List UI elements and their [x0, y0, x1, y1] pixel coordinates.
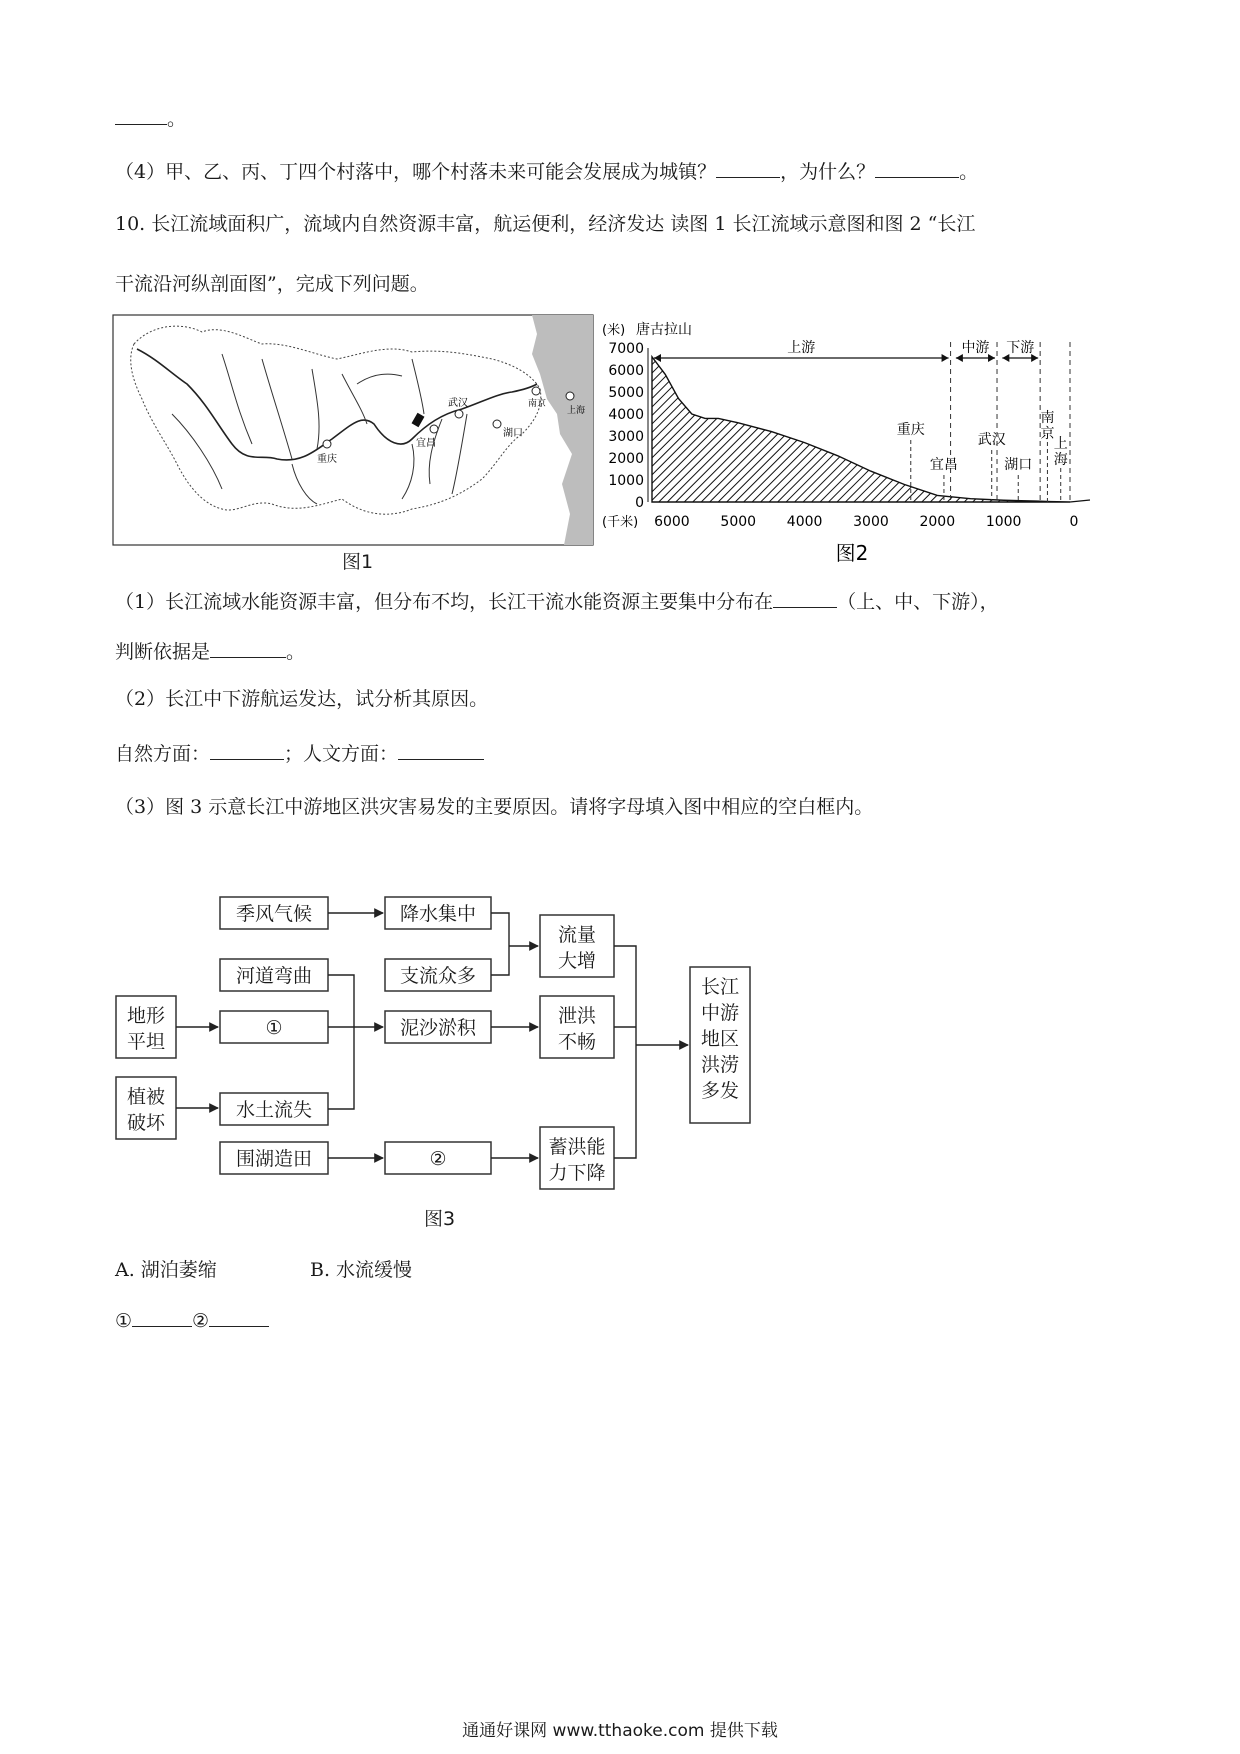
answer-blank[interactable]	[115, 104, 167, 125]
answer-blank[interactable]	[773, 587, 837, 608]
answer-blank-natural[interactable]	[210, 739, 284, 760]
arrow-head-right	[942, 354, 949, 362]
q10-intro-line1: 10. 长江流域面积广，流域内自然资源丰富，航运便利，经济发达 读图 1 长江流域示意图和图 2 “长江	[115, 213, 976, 235]
label-veg-2: 破坏	[126, 1112, 166, 1134]
figure-3-caption: 图3	[424, 1208, 456, 1230]
label-result-1: 长江	[700, 976, 740, 998]
section-label: 中游	[961, 340, 990, 356]
map-svg	[112, 314, 594, 548]
profile-area	[652, 357, 1070, 502]
y-tick-label: 7000	[608, 341, 644, 357]
figure-2-caption: 图2	[835, 541, 869, 565]
label-flow-1: 流量	[557, 924, 597, 946]
y-tick-label: 2000	[608, 451, 644, 467]
city-label-shanghai: 上海	[567, 406, 586, 416]
q10-1-line2: 判断依据是 。	[115, 637, 305, 665]
y-tick-label: 3000	[608, 429, 644, 445]
answer-blank[interactable]	[210, 637, 286, 658]
label-drain-1: 泄洪	[557, 1005, 597, 1027]
x-tick-label: 1000	[985, 514, 1022, 530]
label-drain-2: 不畅	[557, 1031, 597, 1053]
connector-rain-tributary	[491, 913, 509, 975]
x-tick-label: 6000	[654, 514, 690, 530]
label-terrain-2: 平坦	[126, 1031, 166, 1053]
figure-2-profile-chart	[600, 314, 1120, 566]
y-tick-label: 0	[635, 495, 644, 511]
city-label-bottom: 京	[1040, 426, 1055, 442]
label-storage-1: 蓄洪能	[548, 1136, 606, 1158]
city-marker-shanghai	[566, 392, 574, 400]
section-label: 下游	[1006, 340, 1035, 356]
answer-line: ① ②	[115, 1306, 269, 1334]
label-result-5: 多发	[700, 1080, 740, 1102]
source-label: 唐古拉山	[636, 322, 692, 338]
city-label: 宜昌	[929, 457, 958, 473]
label-monsoon: 季风气候	[235, 903, 313, 925]
city-label-hukou: 湖口	[503, 428, 523, 439]
page-footer: 通通好课网 www.tthaoke.com 提供下载	[462, 1721, 778, 1741]
answer-blank[interactable]	[716, 157, 780, 178]
label-blank1: ①	[265, 1017, 283, 1039]
figure-3-flow-diagram	[112, 880, 762, 1200]
q10-intro-line2: 干流沿河纵剖面图”，完成下列问题。	[115, 273, 429, 295]
q10-2-answer-line: 自然方面： ；人文方面：	[115, 739, 484, 767]
answer-blank-2[interactable]	[209, 1306, 269, 1327]
x-tick-label: 5000	[720, 514, 757, 530]
city-label-top: 南	[1040, 410, 1055, 426]
city-marker-nanjing	[532, 387, 540, 395]
city-marker-hukou	[493, 420, 501, 428]
q9-4-line: （4）甲、乙、丙、丁四个村落中，哪个村落未来可能会发展成为城镇？ ，为什么？ 。	[115, 157, 978, 185]
x-tick-label: 0	[1069, 514, 1079, 530]
section-label: 上游	[787, 340, 816, 356]
city-label-top: 上	[1053, 436, 1068, 452]
profile-svg	[600, 314, 1120, 566]
city-label: 重庆	[896, 422, 925, 438]
label-reclaim: 围湖造田	[235, 1148, 313, 1170]
q10-1-line1: （1）长江流域水能资源丰富，但分布不均，长江干流水能资源主要集中分布在 （上、中、下游），	[115, 587, 999, 615]
city-label-nanjing: 南京	[528, 399, 547, 409]
profile-tail	[1070, 500, 1090, 502]
y-axis-label: (米)	[602, 323, 626, 338]
figure-1-map	[112, 314, 594, 548]
y-tick-label: 5000	[608, 385, 644, 401]
connector-meander-erosion	[328, 975, 354, 1109]
city-marker-chongqing	[323, 440, 331, 448]
city-label: 湖口	[1004, 457, 1033, 473]
label-meander: 河道弯曲	[235, 965, 313, 987]
figure-1-caption: 图1	[342, 551, 374, 573]
label-veg-1: 植被	[126, 1086, 166, 1108]
flow-svg	[112, 880, 762, 1200]
option-b: B. 水流缓慢	[310, 1259, 413, 1281]
x-tick-label: 2000	[919, 514, 956, 530]
q10-3-line: （3）图 3 示意长江中游地区洪灾害易发的主要原因。请将字母填入图中相应的空白框内。	[115, 796, 874, 818]
label-terrain-1: 地形	[126, 1005, 166, 1027]
city-label-bottom: 海	[1053, 452, 1068, 468]
answer-blank-human[interactable]	[398, 739, 484, 760]
answer-blank[interactable]	[875, 157, 959, 178]
city-marker-wuhan	[455, 410, 463, 418]
city-marker-yichang	[430, 425, 438, 433]
label-result-2: 中游	[700, 1002, 740, 1024]
label-erosion: 水土流失	[235, 1099, 313, 1121]
label-result-3: 地区	[700, 1028, 740, 1050]
q9-4-mid: ，为什么？	[780, 161, 876, 183]
x-axis-label: (千米)	[602, 515, 639, 530]
x-tick-label: 4000	[786, 514, 823, 530]
y-tick-label: 1000	[608, 473, 644, 489]
label-rain: 降水集中	[399, 903, 477, 925]
option-a: A. 湖泊萎缩	[115, 1259, 217, 1281]
q10-2-line: （2）长江中下游航运发达，试分析其原因。	[115, 688, 489, 710]
city-label: 武汉	[977, 432, 1006, 448]
y-tick-label: 6000	[608, 363, 644, 379]
label-result-4: 洪涝	[700, 1054, 740, 1076]
label-tributary: 支流众多	[399, 965, 477, 987]
answer-blank-1[interactable]	[132, 1306, 192, 1327]
label-blank2: ②	[429, 1148, 447, 1170]
label-flow-2: 大增	[557, 950, 597, 972]
q9-tail-line: 。	[115, 104, 186, 132]
connector-right	[614, 946, 636, 1158]
y-tick-label: 4000	[608, 407, 644, 423]
city-label-chongqing: 重庆	[317, 454, 337, 465]
city-label-yichang: 宜昌	[416, 438, 436, 449]
city-label-wuhan: 武汉	[448, 398, 468, 409]
q9-4-prefix: （4）甲、乙、丙、丁四个村落中，哪个村落未来可能会发展成为城镇？	[115, 161, 717, 183]
label-silt: 泥沙淤积	[399, 1017, 477, 1039]
x-tick-label: 3000	[853, 514, 889, 530]
label-storage-2: 力下降	[548, 1162, 606, 1184]
